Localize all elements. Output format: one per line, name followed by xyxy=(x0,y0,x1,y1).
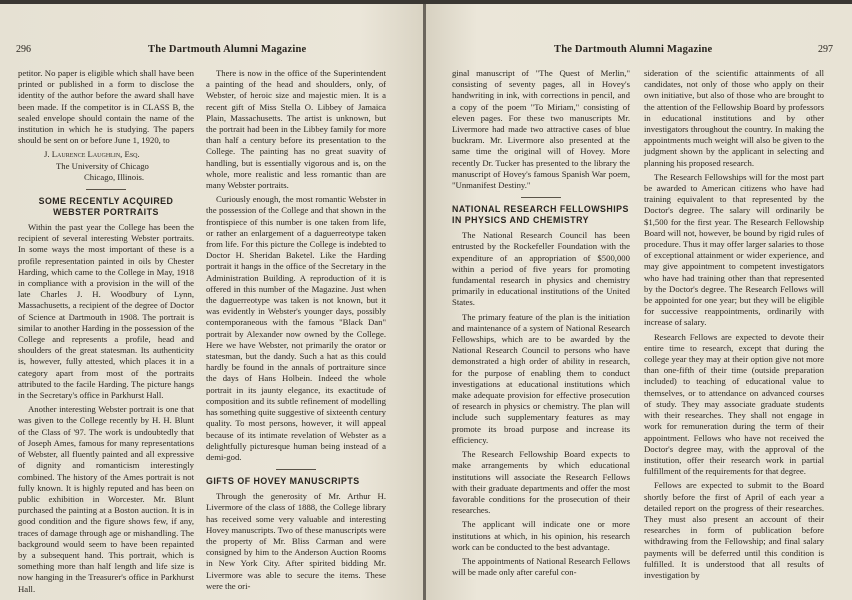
signature-line: Chicago, Illinois. xyxy=(84,171,145,182)
paragraph: Curiously enough, the most romantic Webster in the possession of the College and that shown in the frontispiece of this number is one taken from life, or rather an enlargement of a daguerreotype taken from life. For this picture the College is indebted to Doctor H. Sheridan Baketel. Like the Harding portrait it hangs in the office of the Secretary in the Administration Building. A reproduction of it is offered in this number of the Magazine. Just when the daguerreotype was taken is not known, but it was evidently in Webster's younger days, possibly contemporaneous with the famous "Black Dan" portrait by Alexander now owned by the College. Here we have Webster, not primarily the orator or statesman, but the dandy. Such a hat as this could hardly be found in the annals of portraiture since the days of Hans Holbein. Indeed the whole portrait in its jaunty elegance, its exactitude of composition and its subtle refinement of modelling has something quite suggestive of sixteenth century quality. To most persons, however, it will appeal because of its intimate revelation of Webster as a delightfully picturesque human being instead of a demi-god. xyxy=(206,194,386,462)
section-heading: SOME RECENTLY ACQUIRED WEBSTER PORTRAITS xyxy=(38,196,174,218)
section-heading: NATIONAL RESEARCH FELLOWSHIPS IN PHYSICS AND CHEMISTRY xyxy=(452,204,629,226)
signature-line: The University of Chicago xyxy=(56,160,149,171)
paragraph: The primary feature of the plan is the initiation and maintenance of a system of National Research Fellowships, which are to be awarded by the National Research Council to persons who have demonstrated a high order of ability in research, for the purpose of enabling them to conduct investigations at educational institutions which make adequate provision for effective prosecution of research in physics or chemistry. The plan will include such supplementary features as may promote its broad purpose and increase its efficiency. xyxy=(452,311,630,445)
running-head: The Dartmouth Alumni Magazine xyxy=(554,44,713,55)
paragraph: sideration of the scientific attainments of all candidates, not only of those who apply on their own initiative, but also of those who are brought to the attention of the Fellowship Board by professors in educational institutions and by other investigators throughout the country. In making the appointments much weight will also be given to the judgment shown by the applicant in selecting and planning his proposed research. xyxy=(644,68,824,168)
paragraph: There is now in the office of the Superintendent a painting of the head and shoulders, only, of Webster, of heroic size and majestic mien. It is a recent gift of Miss Stella O. Libbey of Jamaica Plain, Massachusetts. The artist is unknown, but the portrait had been in the Libbey family for more than half a century before its presentation to the College. The painting has no great suavity of handling, but is essentially vigorous and is, on the whole, more realistic and less romantic than are many Webster portraits. xyxy=(206,68,386,191)
paragraph: Fellows are expected to submit to the Board shortly before the first of April of each year a detailed report on the progress of their researches. They must also present an account of their researches in form of publication before withdrawing from the Fellowship; and final salary payments will be deferred until this condition is fulfilled. It is understood that all results of investigation by xyxy=(644,480,824,580)
section-heading: GIFTS OF HOVEY MANUSCRIPTS xyxy=(206,476,360,487)
signature-name: J. Laurence Laughlin, Esq. xyxy=(44,149,140,160)
left-page xyxy=(0,4,424,600)
paragraph: ginal manuscript of "The Quest of Merlin," consisting of seventy pages, all in Hovey's handwriting in ink, with corrections in pencil, and a copy of the poem "To Miriam," consisting of eleven pages. For these two manuscripts Mr. Livermore had made two attractive cases of blue buckram. Mr. Livermore also presented at the same time the original will of Hovey. More recently Dr. Tucker has presented to the library the manuscript of Hovey's famous Spanish War poem, "Unmanifest Destiny." xyxy=(452,68,630,191)
left-column-2 xyxy=(206,68,386,595)
right-column-1 xyxy=(452,68,630,581)
paragraph: petitor. No paper is eligible which shall have been printed or published in a form to disclose the identity of the author before the award shall have been made. If the competitor is in CLASS B, the sealed envelope should contain the name of the institution in which he is studying. The papers should be sent on or before June 1, 1920, to xyxy=(18,68,194,146)
paragraph: The Research Fellowship Board expects to make arrangements by which educational institutions will associate the Research Fellows with their graduate departments and offer the most favorable conditions for the prosecution of their researches. xyxy=(452,449,630,516)
page-number: 296 xyxy=(16,44,31,55)
paragraph: The appointments of National Research Fellows will be made only after careful con- xyxy=(452,555,630,578)
section-divider xyxy=(521,197,561,198)
paragraph: The Research Fellowships will for the most part be awarded to American citizens who have had training equivalent to that represented by the Doctor's degree. The salary will ordinarily be $1,500 for the first year. The Research Fellowship Board will not, however, be bound by rigid rules of procedure. Thus it may offer larger salaries to those of exceptional attainment or wider experience, and may give appointment to competent investigators who have had training other than that represented by the Doctor's degree. The Research Fellows will be appointed for one year; but they will be eligible for successive reappointments, ordinarily with increase of salary. xyxy=(644,171,824,328)
right-column-2 xyxy=(644,68,824,584)
page-number: 297 xyxy=(818,44,833,55)
right-page xyxy=(426,4,852,600)
paragraph: The National Research Council has been entrusted by the Rockefeller Foundation with the expenditure of an appropriation of $500,000 within a period of five years for promoting fundamental research in physics and chemistry primarily in educational institutions of the United States. xyxy=(452,230,630,308)
signature-block xyxy=(44,149,194,183)
paragraph: Another interesting Webster portrait is one that was given to the College recently by H. H. Blunt of the Class of '97. The work is undoubtedly that of Joseph Ames, famous for many representations of Webster, all fluently painted and all expressive of dignity and romanticism interestingly combined. The history of the Ames portrait is not fully known. It is highly reputed and has been on public exhibition in Worcester. Mr. Blunt purchased the painting at a Boston auction. It is in good condition and the figure shows few, if any, traces of damage through age or mishandling. The background would seem to have been repainted by a subsequent hand. This portrait, which is something more than half length and life size is now hanging in the Treasurer's office in Parkhurst Hall. xyxy=(18,404,194,594)
section-divider xyxy=(276,469,316,470)
paragraph: The applicant will indicate one or more institutions at which, in his opinion, his research work can be conducted to the best advantage. xyxy=(452,519,630,552)
paragraph: Within the past year the College has been the recipient of several interesting Webster portraits. In some ways the most important of these is a profile representation painted in oils by Chester Harding, which came to the College in May, 1918 in compliance with a provision in the will of the late Charles J. H. Woodbury of Lynn, Massachusetts, a recipient of the degree of Doctor of Science at Dartmouth in 1908. The portrait is similar to another Harding in the possession of the College and represents a profile, head and shoulders of the great statesman. Its authenticity is, however, fully attested, which places it in a category apart from most of the portraits attributed to the facile Harding. The picture hangs in the Secretary's office in Parkhurst Hall. xyxy=(18,222,194,401)
paragraph: Through the generosity of Mr. Arthur H. Livermore of the class of 1888, the College library has received some very valuable and interesting Hovey manuscripts. Two of these manuscripts were the property of Mr. Bliss Carman and were consigned by him to the Anderson Auction Rooms in New York City. After spirited bidding Mr. Livermore was able to secure the items. These were the ori- xyxy=(206,491,386,591)
running-head: The Dartmouth Alumni Magazine xyxy=(148,44,307,55)
left-column-1 xyxy=(18,68,194,598)
section-divider xyxy=(86,189,126,190)
paragraph: Research Fellows are expected to devote their entire time to research, except that during the college year they may at their option give not more than one-fifth of their time (outside preparation included) to teaching of educational value to themselves, or to attendance on advanced courses of study. They may associate graduate students with their researches. They shall not engage in work for remuneration during the term of their appointment. Fellows who have not received the Doctor's degree may, with the approval of the institution, offer their research work in partial fulfillment of the requirements for that degree. xyxy=(644,331,824,477)
